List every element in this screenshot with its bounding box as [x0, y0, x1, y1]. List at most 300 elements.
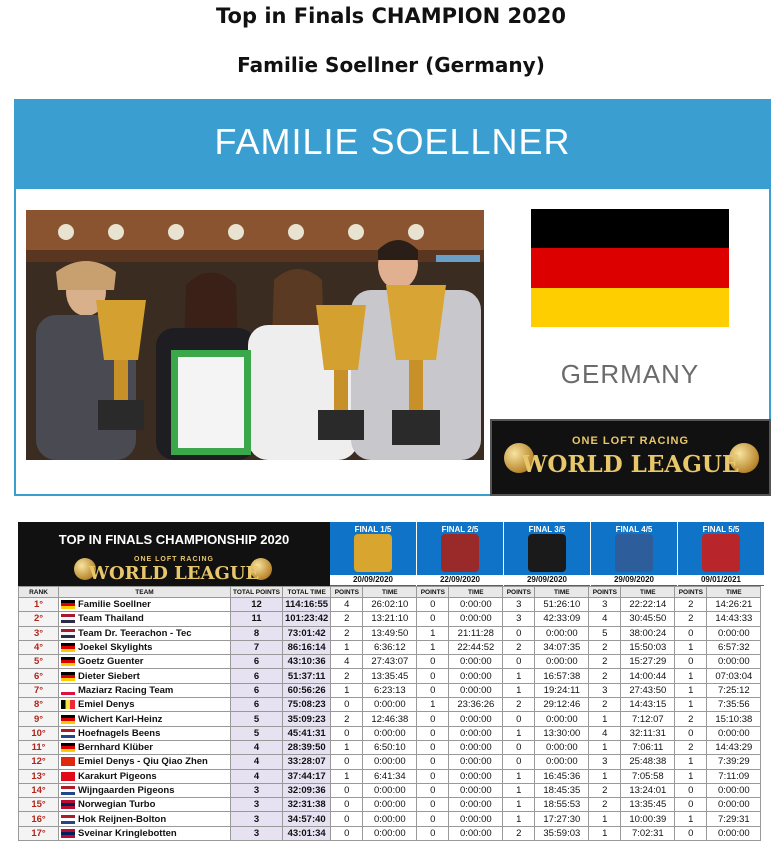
total-time-header: TOTAL TIME: [283, 587, 331, 598]
table-row: [19, 755, 761, 769]
team-cell: [59, 826, 231, 840]
team-cell: [59, 612, 231, 626]
final-time-cell: 35:59:03: [535, 826, 589, 840]
final-time-cell: 0:00:00: [449, 683, 503, 697]
final-time-cell: 0:00:00: [449, 826, 503, 840]
final-time-cell: 0:00:00: [363, 698, 417, 712]
team-cell: [59, 698, 231, 712]
final-header-2: [417, 522, 503, 586]
team-name: Dieter Siebert: [78, 670, 140, 682]
points-header: POINTS: [503, 587, 535, 598]
time-header: TIME: [449, 587, 503, 598]
rank-cell: 15°: [19, 798, 59, 812]
final-points-cell: 4: [589, 612, 621, 626]
final-race-logo-icon: [441, 534, 479, 572]
total-points-cell: 6: [231, 655, 283, 669]
final-points-cell: 2: [331, 612, 363, 626]
final-points-cell: 1: [503, 769, 535, 783]
table-row: [19, 640, 761, 654]
rank-cell: 9°: [19, 712, 59, 726]
final-points-cell: 1: [417, 698, 449, 712]
rank-cell: 12°: [19, 755, 59, 769]
final-points-cell: 2: [589, 640, 621, 654]
final-date: 09/01/2021: [678, 575, 764, 585]
final-date: 22/09/2020: [417, 575, 503, 585]
final-points-cell: 1: [331, 640, 363, 654]
team-cell: [59, 726, 231, 740]
time-header: TIME: [363, 587, 417, 598]
total-points-cell: 6: [231, 698, 283, 712]
total-time-cell: 75:08:23: [283, 698, 331, 712]
final-points-cell: 1: [503, 669, 535, 683]
final-points-cell: 2: [675, 712, 707, 726]
team-cell: [59, 755, 231, 769]
final-points-cell: 0: [417, 769, 449, 783]
table-row: [19, 655, 761, 669]
final-time-cell: 0:00:00: [449, 783, 503, 797]
final-points-cell: 4: [589, 726, 621, 740]
final-time-cell: 7:12:07: [621, 712, 675, 726]
final-time-cell: 23:36:26: [449, 698, 503, 712]
final-time-cell: 26:02:10: [363, 598, 417, 612]
final-points-cell: 2: [589, 669, 621, 683]
total-points-cell: 4: [231, 755, 283, 769]
total-time-cell: 101:23:42: [283, 612, 331, 626]
total-points-cell: 6: [231, 683, 283, 697]
final-time-cell: 0:00:00: [707, 726, 761, 740]
final-time-cell: 0:00:00: [363, 726, 417, 740]
table-row: [19, 612, 761, 626]
final-points-cell: 1: [417, 640, 449, 654]
team-cell: [59, 712, 231, 726]
final-points-cell: 0: [331, 783, 363, 797]
final-points-cell: 5: [589, 626, 621, 640]
rank-cell: 1°: [19, 598, 59, 612]
final-points-cell: 0: [417, 740, 449, 754]
table-row: [19, 698, 761, 712]
final-time-cell: 15:50:03: [621, 640, 675, 654]
team-name: Hoefnagels Beens: [78, 727, 161, 739]
team-name: Emiel Denys - Qiu Qiao Zhen: [78, 756, 208, 768]
team-name: Team Thailand: [78, 613, 144, 625]
final-points-cell: 1: [503, 798, 535, 812]
final-time-cell: 10:00:39: [621, 812, 675, 826]
final-points-cell: 0: [417, 712, 449, 726]
final-time-cell: 0:00:00: [707, 826, 761, 840]
final-time-cell: 0:00:00: [449, 612, 503, 626]
table-row: [19, 626, 761, 640]
team-cell: [59, 798, 231, 812]
rank-header: RANK: [19, 587, 59, 598]
total-points-cell: 7: [231, 640, 283, 654]
country-label: GERMANY: [560, 359, 700, 389]
final-time-cell: 0:00:00: [449, 755, 503, 769]
final-points-cell: 0: [417, 826, 449, 840]
final-time-cell: 13:49:50: [363, 626, 417, 640]
rank-cell: 14°: [19, 783, 59, 797]
team-cell: [59, 655, 231, 669]
final-header-3: [504, 522, 590, 586]
final-name: FINAL 2/5: [441, 525, 479, 534]
final-points-cell: 1: [589, 769, 621, 783]
final-points-cell: 0: [417, 669, 449, 683]
final-points-cell: 1: [503, 683, 535, 697]
final-time-cell: 0:00:00: [363, 755, 417, 769]
team-name: Joekel Skylights: [78, 642, 153, 654]
final-points-cell: 0: [417, 755, 449, 769]
table-logo-subtitle: ONE LOFT RACING: [134, 556, 214, 563]
country-flag-icon: [61, 729, 75, 738]
final-time-cell: 6:23:13: [363, 683, 417, 697]
total-time-cell: 33:28:07: [283, 755, 331, 769]
total-time-cell: 28:39:50: [283, 740, 331, 754]
logo-title: WORLD LEAGUE: [521, 451, 740, 478]
country-flag-icon: [61, 672, 75, 681]
final-points-cell: 2: [331, 626, 363, 640]
final-points-cell: 0: [417, 798, 449, 812]
team-header: TEAM: [59, 587, 231, 598]
final-points-cell: 4: [331, 655, 363, 669]
final-time-cell: 0:00:00: [449, 769, 503, 783]
final-points-cell: 1: [503, 726, 535, 740]
final-points-cell: 0: [331, 826, 363, 840]
final-time-cell: 0:00:00: [449, 598, 503, 612]
results-table: [18, 586, 761, 841]
final-time-cell: 7:02:31: [621, 826, 675, 840]
total-time-cell: 60:56:26: [283, 683, 331, 697]
total-points-cell: 6: [231, 669, 283, 683]
final-points-cell: 3: [589, 683, 621, 697]
final-time-cell: 19:24:11: [535, 683, 589, 697]
time-header: TIME: [535, 587, 589, 598]
total-points-cell: 3: [231, 783, 283, 797]
rank-cell: 10°: [19, 726, 59, 740]
flag-stripe-red: [531, 248, 729, 287]
page-title: Top in Finals CHAMPION 2020: [216, 4, 566, 28]
final-points-cell: 1: [331, 740, 363, 754]
total-points-cell: 3: [231, 826, 283, 840]
table-row: [19, 683, 761, 697]
final-points-cell: 0: [417, 683, 449, 697]
final-points-cell: 2: [331, 669, 363, 683]
final-points-cell: 1: [675, 812, 707, 826]
team-cell: [59, 598, 231, 612]
final-time-cell: 29:12:46: [535, 698, 589, 712]
total-points-cell: 5: [231, 726, 283, 740]
total-points-cell: 5: [231, 712, 283, 726]
team-cell: [59, 669, 231, 683]
final-points-cell: 0: [417, 726, 449, 740]
team-photo: [26, 210, 484, 460]
champion-name: FAMILIE SOELLNER: [214, 121, 571, 162]
final-time-cell: 25:48:38: [621, 755, 675, 769]
final-points-cell: 2: [589, 698, 621, 712]
final-time-cell: 21:11:28: [449, 626, 503, 640]
final-time-cell: 7:39:29: [707, 755, 761, 769]
rank-cell: 7°: [19, 683, 59, 697]
final-time-cell: 38:00:24: [621, 626, 675, 640]
final-time-cell: 0:00:00: [363, 812, 417, 826]
table-row: [19, 798, 761, 812]
final-time-cell: 16:45:36: [535, 769, 589, 783]
points-header: POINTS: [589, 587, 621, 598]
final-points-cell: 0: [503, 712, 535, 726]
final-points-cell: 1: [503, 783, 535, 797]
final-time-cell: 34:07:35: [535, 640, 589, 654]
total-time-cell: 51:37:11: [283, 669, 331, 683]
final-time-cell: 15:10:38: [707, 712, 761, 726]
final-time-cell: 16:57:38: [535, 669, 589, 683]
final-time-cell: 6:50:10: [363, 740, 417, 754]
table-row: [19, 826, 761, 840]
final-time-cell: 14:26:21: [707, 598, 761, 612]
total-time-cell: 32:09:36: [283, 783, 331, 797]
final-time-cell: 7:05:58: [621, 769, 675, 783]
rank-cell: 11°: [19, 740, 59, 754]
final-time-cell: 13:35:45: [363, 669, 417, 683]
final-header-4: [591, 522, 677, 586]
final-points-cell: 1: [589, 740, 621, 754]
final-name: FINAL 3/5: [528, 525, 566, 534]
table-row: [19, 783, 761, 797]
logo-subtitle: ONE LOFT RACING: [571, 435, 690, 447]
final-time-cell: 7:35:56: [707, 698, 761, 712]
final-time-cell: 6:57:32: [707, 640, 761, 654]
team-cell: [59, 769, 231, 783]
team-name: Bernhard Klüber: [78, 742, 153, 754]
final-time-cell: 7:11:09: [707, 769, 761, 783]
final-points-cell: 1: [675, 698, 707, 712]
final-race-logo-icon: [615, 534, 653, 572]
country-flag-icon: [61, 757, 75, 766]
team-name: Karakurt Pigeons: [78, 770, 157, 782]
final-time-cell: 0:00:00: [535, 655, 589, 669]
final-time-cell: 0:00:00: [707, 655, 761, 669]
final-time-cell: 18:55:53: [535, 798, 589, 812]
team-name: Norwegian Turbo: [78, 799, 156, 811]
country-flag-icon: [61, 772, 75, 781]
final-name: FINAL 5/5: [702, 525, 740, 534]
germany-flag: [531, 209, 729, 327]
final-time-cell: 0:00:00: [449, 726, 503, 740]
table-row: [19, 669, 761, 683]
final-points-cell: 1: [331, 769, 363, 783]
champion-card-header: [16, 101, 769, 189]
table-row: [19, 712, 761, 726]
final-time-cell: 0:00:00: [449, 740, 503, 754]
final-points-cell: 0: [417, 612, 449, 626]
final-time-cell: 0:00:00: [535, 755, 589, 769]
total-time-cell: 43:01:34: [283, 826, 331, 840]
final-points-cell: 1: [589, 826, 621, 840]
final-date: 29/09/2020: [591, 575, 677, 585]
team-cell: [59, 640, 231, 654]
final-time-cell: 14:43:33: [707, 612, 761, 626]
total-time-cell: 37:44:17: [283, 769, 331, 783]
final-points-cell: 0: [331, 726, 363, 740]
team-cell: [59, 812, 231, 826]
final-time-cell: 0:00:00: [535, 712, 589, 726]
final-points-cell: 1: [675, 755, 707, 769]
final-points-cell: 0: [417, 655, 449, 669]
final-time-cell: 17:27:30: [535, 812, 589, 826]
final-race-logo-icon: [354, 534, 392, 572]
final-time-cell: 07:03:04: [707, 669, 761, 683]
final-header-5: [678, 522, 764, 586]
country-flag-icon: [61, 743, 75, 752]
final-points-cell: 2: [503, 640, 535, 654]
final-time-cell: 6:41:34: [363, 769, 417, 783]
final-date: 29/09/2020: [504, 575, 590, 585]
points-header: POINTS: [331, 587, 363, 598]
table-logo-title: WORLD LEAGUE: [88, 563, 260, 584]
final-time-cell: 0:00:00: [535, 740, 589, 754]
final-race-logo-icon: [528, 534, 566, 572]
final-time-cell: 0:00:00: [363, 798, 417, 812]
final-points-cell: 1: [675, 683, 707, 697]
table-row: [19, 740, 761, 754]
final-points-cell: 1: [675, 769, 707, 783]
final-time-cell: 0:00:00: [535, 626, 589, 640]
final-points-cell: 1: [331, 683, 363, 697]
final-time-cell: 18:45:35: [535, 783, 589, 797]
final-points-cell: 3: [589, 598, 621, 612]
final-points-cell: 3: [503, 612, 535, 626]
final-time-cell: 42:33:09: [535, 612, 589, 626]
final-time-cell: 32:11:31: [621, 726, 675, 740]
final-time-cell: 0:00:00: [449, 655, 503, 669]
final-time-cell: 14:43:29: [707, 740, 761, 754]
final-points-cell: 2: [331, 712, 363, 726]
final-points-cell: 3: [589, 755, 621, 769]
country-flag-icon: [61, 700, 75, 709]
final-points-cell: 2: [675, 740, 707, 754]
total-time-cell: 35:09:23: [283, 712, 331, 726]
final-time-cell: 13:24:01: [621, 783, 675, 797]
final-points-cell: 0: [675, 783, 707, 797]
table-row: [19, 726, 761, 740]
final-time-cell: 15:27:29: [621, 655, 675, 669]
team-name: Hok Reijnen-Bolton: [78, 813, 167, 825]
final-time-cell: 13:21:10: [363, 612, 417, 626]
final-points-cell: 1: [675, 669, 707, 683]
final-points-cell: 0: [675, 655, 707, 669]
country-flag-icon: [61, 815, 75, 824]
final-points-cell: 1: [589, 712, 621, 726]
final-time-cell: 0:00:00: [707, 783, 761, 797]
final-time-cell: 0:00:00: [449, 669, 503, 683]
team-name: Goetz Guenter: [78, 656, 144, 668]
final-time-cell: 7:25:12: [707, 683, 761, 697]
table-row: [19, 598, 761, 612]
country-flag-icon: [61, 600, 75, 609]
final-points-cell: 0: [675, 626, 707, 640]
team-name: Wichert Karl-Heinz: [78, 713, 163, 725]
country-flag-icon: [61, 629, 75, 638]
total-time-cell: 86:16:14: [283, 640, 331, 654]
rank-cell: 6°: [19, 669, 59, 683]
total-points-cell: 4: [231, 740, 283, 754]
championship-table: [18, 522, 764, 849]
country-flag-icon: [61, 715, 75, 724]
total-time-cell: 32:31:38: [283, 798, 331, 812]
table-title-block: [18, 522, 330, 586]
final-points-cell: 2: [503, 698, 535, 712]
final-time-cell: 14:00:44: [621, 669, 675, 683]
final-points-cell: 0: [503, 740, 535, 754]
final-time-cell: 7:06:11: [621, 740, 675, 754]
final-points-cell: 0: [503, 755, 535, 769]
final-time-cell: 22:22:14: [621, 598, 675, 612]
final-time-cell: 7:29:31: [707, 812, 761, 826]
total-time-cell: 73:01:42: [283, 626, 331, 640]
final-points-cell: 1: [417, 626, 449, 640]
world-league-logo: [490, 419, 771, 496]
total-time-cell: 114:16:55: [283, 598, 331, 612]
rank-cell: 13°: [19, 769, 59, 783]
rank-cell: 3°: [19, 626, 59, 640]
final-time-cell: 0:00:00: [363, 826, 417, 840]
final-points-cell: 0: [331, 798, 363, 812]
team-name: Emiel Denys: [78, 699, 135, 711]
total-time-cell: 43:10:36: [283, 655, 331, 669]
final-points-cell: 0: [503, 626, 535, 640]
total-points-cell: 3: [231, 812, 283, 826]
final-points-cell: 2: [589, 798, 621, 812]
final-name: FINAL 1/5: [354, 525, 392, 534]
final-points-cell: 2: [589, 783, 621, 797]
rank-cell: 5°: [19, 655, 59, 669]
final-points-cell: 1: [675, 640, 707, 654]
total-points-cell: 3: [231, 798, 283, 812]
final-time-cell: 0:00:00: [363, 783, 417, 797]
final-header-1: [330, 522, 416, 586]
final-points-cell: 0: [675, 798, 707, 812]
table-title: TOP IN FINALS CHAMPIONSHIP 2020: [58, 532, 290, 547]
final-points-cell: 0: [675, 726, 707, 740]
team-name: Maziarz Racing Team: [78, 684, 174, 696]
country-flag-icon: [61, 786, 75, 795]
total-time-cell: 34:57:40: [283, 812, 331, 826]
rank-cell: 4°: [19, 640, 59, 654]
team-name: Sveinar Kringlebotten: [78, 827, 177, 839]
final-time-cell: 27:43:07: [363, 655, 417, 669]
table-row: [19, 769, 761, 783]
flag-stripe-gold: [531, 288, 729, 327]
final-points-cell: 0: [417, 598, 449, 612]
rank-cell: 2°: [19, 612, 59, 626]
team-cell: [59, 626, 231, 640]
team-name: Team Dr. Teerachon - Tec: [78, 627, 192, 639]
points-header: POINTS: [675, 587, 707, 598]
final-time-cell: 0:00:00: [707, 626, 761, 640]
page-subtitle: Familie Soellner (Germany): [237, 53, 545, 77]
final-time-cell: 51:26:10: [535, 598, 589, 612]
time-header: TIME: [707, 587, 761, 598]
final-time-cell: 0:00:00: [449, 798, 503, 812]
team-photo-illustration: [26, 210, 484, 460]
final-time-cell: 30:45:50: [621, 612, 675, 626]
total-points-cell: 11: [231, 612, 283, 626]
final-points-cell: 0: [503, 655, 535, 669]
final-date: 20/09/2020: [330, 575, 416, 585]
team-cell: [59, 783, 231, 797]
rank-cell: 8°: [19, 698, 59, 712]
champion-card: [14, 99, 771, 496]
table-row: [19, 812, 761, 826]
final-time-cell: 12:46:38: [363, 712, 417, 726]
final-time-cell: 13:30:00: [535, 726, 589, 740]
